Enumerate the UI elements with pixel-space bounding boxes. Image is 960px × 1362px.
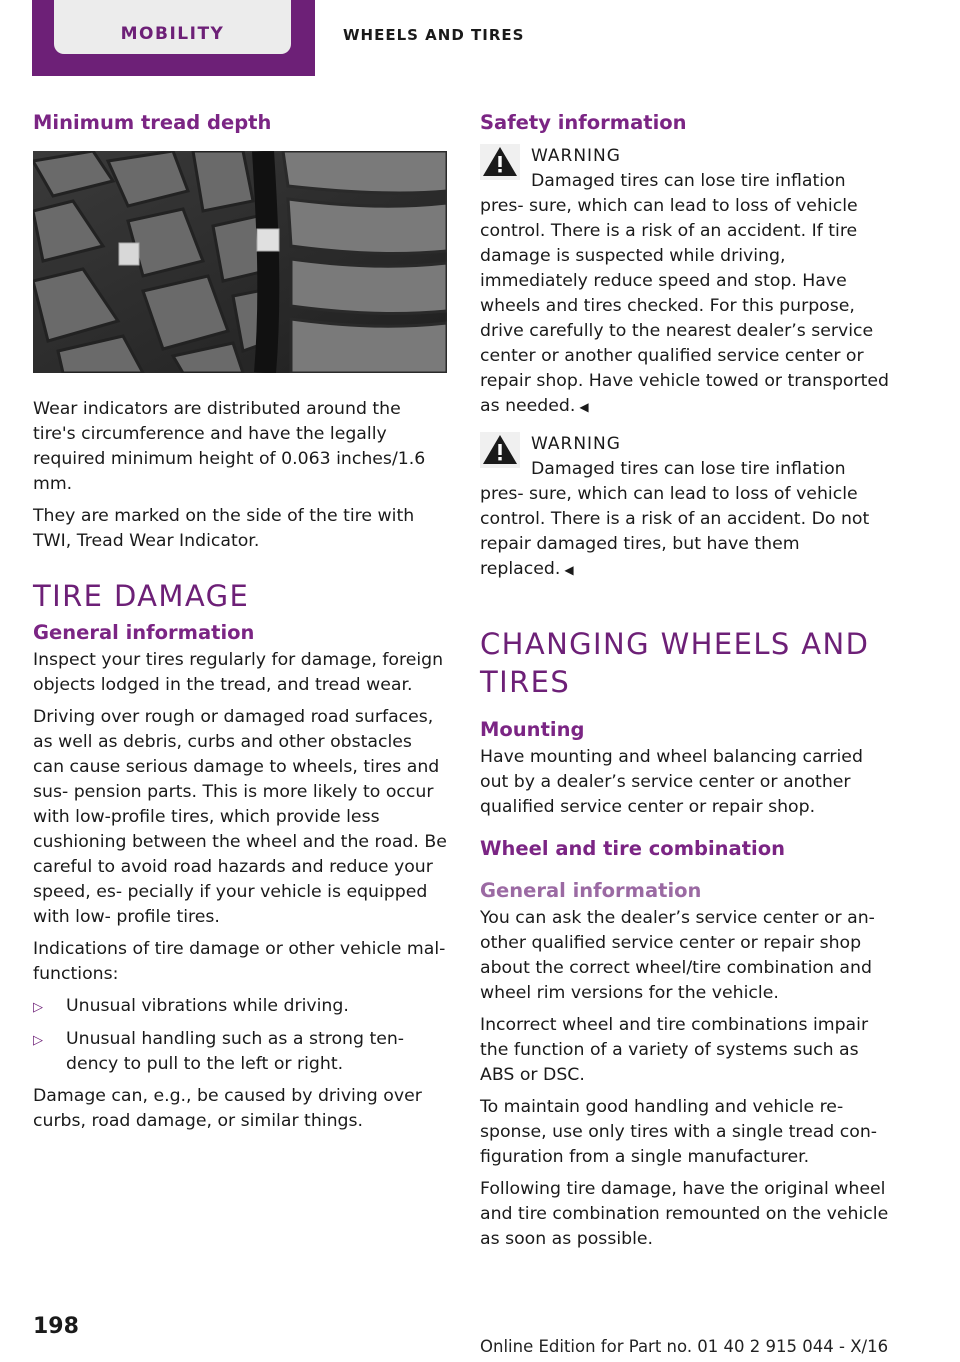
combination-paragraph-2: Incorrect wheel and tire combinations impair the function of a variety of systems such as ABS or DSC.: [480, 1015, 869, 1085]
section-tab-label: MOBILITY: [120, 24, 225, 44]
warning-triangle-icon: [480, 144, 520, 180]
combination-paragraph-4: Following tire damage, have the original wheel and tire combination remounted on the vehicle as soon as possible.: [480, 1179, 889, 1249]
mounting-heading: Mounting: [480, 718, 585, 741]
warning-block-2: [480, 432, 894, 583]
edition-footer: Online Edition for Part no. 01 40 2 915 044 - X/16: [480, 1337, 889, 1356]
tire-damage-paragraph-1: Inspect your tires regularly for damage, foreign objects lodged in the tread, and tread wear.: [33, 650, 444, 695]
warning-block-1: [480, 144, 894, 420]
triangle-bullet-icon: ▷: [33, 1033, 43, 1048]
list-item: [33, 1027, 447, 1077]
warning-text: Damaged tires can lose tire inflation pres‐ sure, which can lead to loss of vehicle control. There is a risk of an accident. Do not repair damaged tires, but have them replaced. ◀: [480, 459, 870, 579]
warning-label: WARNING: [531, 146, 621, 166]
combination-heading: Wheel and tire combination: [480, 837, 785, 860]
bullet-text: Unusual vibrations while driving.: [66, 996, 349, 1016]
changing-heading-line-1: CHANGING WHEELS AND: [480, 627, 870, 661]
tire-damage-paragraph-3: Indications of tire damage or other vehicle mal‐ functions:: [33, 939, 446, 984]
warning-text: Damaged tires can lose tire inflation pres‐ sure, which can lead to loss of vehicle control. There is a risk of an accident. If tire damage is suspected while driving, immediately reduce speed and stop. Have wheels and tires checked. For this purpose, drive carefully to the nearest dealer’s service center or another qualified service center or repair shop. Have vehicle towed or transported as needed. ◀: [480, 171, 889, 416]
changing-wheels-heading: [480, 625, 894, 701]
bullet-text: Unusual handling such as a strong ten‐ dency to pull to the left or right.: [66, 1029, 405, 1074]
safety-heading: Safety information: [480, 111, 687, 134]
combination-paragraph-1: You can ask the dealer’s service center or an‐ other qualified service center or repair shop about the correct wheel/tire combination and wheel rim versions for the vehicle.: [480, 908, 875, 1003]
chapter-title: WHEELS AND TIRES: [343, 26, 525, 44]
warning-triangle-icon: [480, 432, 520, 468]
end-mark-icon: ◀: [564, 563, 574, 577]
right-column: [480, 108, 894, 1259]
min-tread-paragraph-2: They are marked on the side of the tire with TWI, Tread Wear Indicator.: [33, 506, 415, 551]
list-item: [33, 994, 447, 1020]
min-tread-paragraph-1: Wear indicators are distributed around the tire's circumference and have the legally required minimum height of 0.063 inches/1.6 mm.: [33, 399, 426, 494]
tire-damage-paragraph-4: Damage can, e.g., be caused by driving over curbs, road damage, or similar things.: [33, 1086, 422, 1131]
combination-paragraph-3: To maintain good handling and vehicle re‐ sponse, use only tires with a single tread con‐ figuration from a single manufacturer.: [480, 1097, 878, 1167]
end-mark-icon: ◀: [579, 400, 589, 414]
section-tab: [54, 0, 291, 54]
changing-heading-line-2: TIRES: [480, 665, 571, 699]
triangle-bullet-icon: ▷: [33, 1000, 43, 1015]
tire-damage-paragraph-2: Driving over rough or damaged road surfaces, as well as debris, curbs and other obstacles can cause serious damage to wheels, tires and sus‐ pension parts. This is more likely to occur with low-profile tires, which provide less cushioning between the wheel and the road. Be careful to avoid road hazards and reduce your speed, es‐ pecially if your vehicle is equipped with low- profile tires.: [33, 707, 447, 927]
tire-damage-heading: TIRE DAMAGE: [33, 579, 250, 613]
page-number: 198: [33, 1314, 79, 1339]
left-column: [33, 108, 447, 1141]
general-info-heading: General information: [33, 621, 255, 644]
warning-label: WARNING: [531, 434, 621, 454]
mounting-paragraph: Have mounting and wheel balancing carried out by a dealer’s service center or another qualified service center or repair shop.: [480, 747, 863, 817]
min-tread-heading: Minimum tread depth: [33, 111, 272, 134]
combination-general-heading: General information: [480, 879, 702, 902]
tire-tread-photo: [33, 151, 447, 373]
